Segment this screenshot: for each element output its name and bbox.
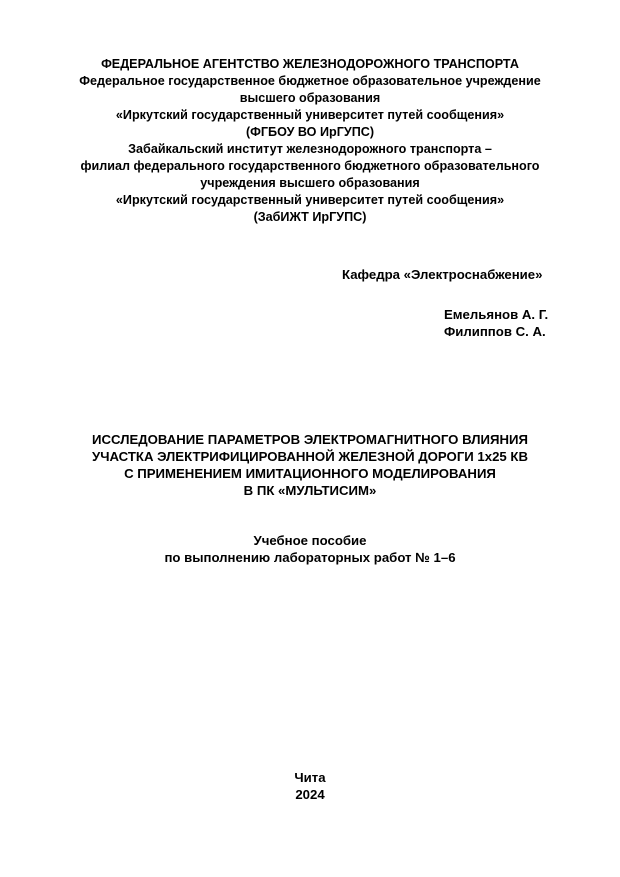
branch-abbreviation: (ЗабИЖТ ИрГУПС) bbox=[253, 210, 367, 224]
branch-name: Забайкальский институт железнодорожного транспорта – bbox=[128, 142, 492, 156]
title-line-4: В ПК «МУЛЬТИСИМ» bbox=[243, 483, 377, 498]
title-line-2: УЧАСТКА ЭЛЕКТРИФИЦИРОВАННОЙ ЖЕЛЕЗНОЙ ДОРОГИ 1х25 КВ bbox=[91, 449, 529, 464]
institution-level: высшего образования bbox=[239, 91, 381, 105]
branch-level: учреждения высшего образования bbox=[200, 176, 420, 190]
university-name: «Иркутский государственный университет путей сообщения» bbox=[115, 108, 505, 122]
department-name: Кафедра «Электроснабжение» bbox=[342, 267, 543, 282]
subtitle-line-2: по выполнению лабораторных работ № 1–6 bbox=[164, 550, 456, 565]
university-abbreviation: (ФГБОУ ВО ИрГУПС) bbox=[245, 125, 375, 139]
author-1: Емельянов А. Г. bbox=[444, 307, 549, 322]
year: 2024 bbox=[295, 787, 325, 802]
agency-name: ФЕДЕРАЛЬНОЕ АГЕНТСТВО ЖЕЛЕЗНОДОРОЖНОГО ТРАНСПОРТА bbox=[101, 57, 519, 71]
author-2: Филиппов С. А. bbox=[444, 324, 546, 339]
city: Чита bbox=[294, 770, 326, 785]
parent-university-name: «Иркутский государственный университет путей сообщения» bbox=[115, 193, 505, 207]
title-line-1: ИССЛЕДОВАНИЕ ПАРАМЕТРОВ ЭЛЕКТРОМАГНИТНОГО ВЛИЯНИЯ bbox=[92, 432, 528, 447]
branch-type: филиал федерального государственного бюджетного образовательного bbox=[80, 159, 540, 173]
institution-type: Федеральное государственное бюджетное образовательное учреждение bbox=[79, 74, 541, 88]
subtitle-line-1: Учебное пособие bbox=[253, 533, 367, 548]
title-line-3: С ПРИМЕНЕНИЕМ ИМИТАЦИОННОГО МОДЕЛИРОВАНИЯ bbox=[124, 466, 496, 481]
